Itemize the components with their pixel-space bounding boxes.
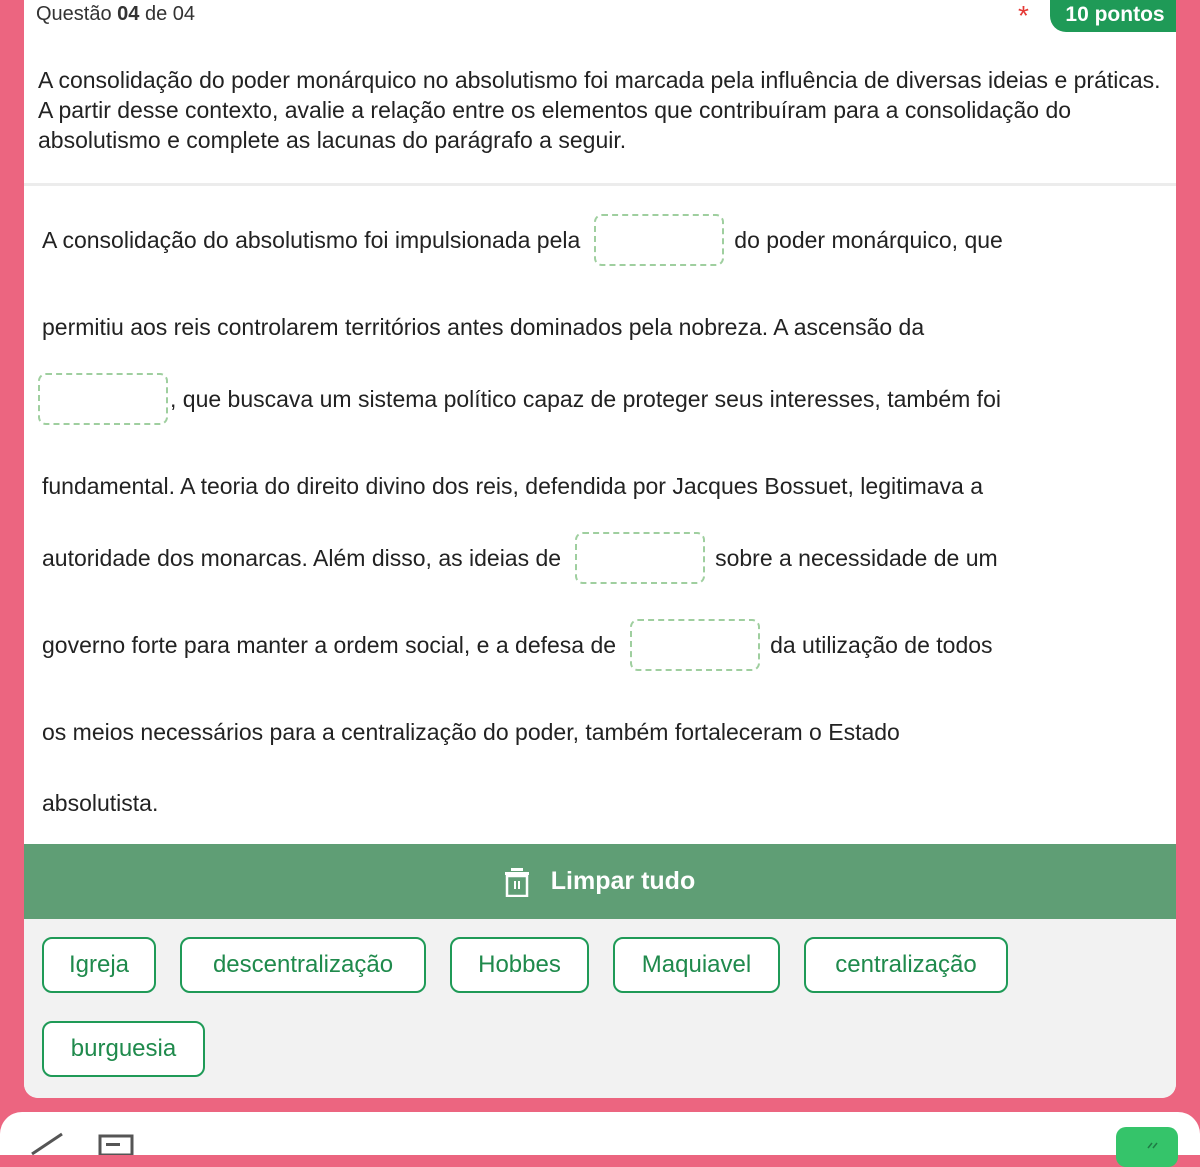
option-descentralizacao[interactable]: descentralização [180,937,426,993]
question-header [24,0,1176,40]
paragraph-line-6: governo forte para manter a ordem social, e a defesa de da utilização de todos [42,615,993,675]
blank-slot-4[interactable] [630,619,760,671]
next-button[interactable] [1116,1127,1178,1167]
trash-icon [505,867,529,897]
blank-slot-3[interactable] [575,532,705,584]
paragraph-line-7: os meios necessários para a centralização do poder, também fortaleceram o Estado [42,718,900,745]
bottom-navigation [0,1112,1200,1155]
required-mark: * [1018,0,1029,31]
paragraph-line-8: absolutista. [42,789,159,816]
paragraph-line-2: permitiu aos reis controlarem territórios antes dominados pela nobreza. A ascensão da [42,313,925,340]
paragraph-line-3: , que buscava um sistema político capaz de proteger seus interesses, também foi [42,369,1001,429]
list-icon[interactable] [98,1134,134,1160]
chevrons-icon [1146,1137,1160,1155]
clear-all-label: Limpar tudo [550,867,696,895]
points-badge: 10 pontos [1050,0,1176,32]
clear-all-button[interactable] [24,844,1176,919]
option-igreja[interactable]: Igreja [42,937,156,993]
question-number: 04 [117,3,140,25]
option-maquiavel[interactable]: Maquiavel [613,937,780,993]
options-bank [24,919,1176,1098]
back-arrow-icon[interactable] [30,1130,64,1160]
blank-slot-2[interactable] [38,373,168,425]
question-counter: Questão 04 de 04 [36,3,196,25]
divider [24,183,1176,186]
paragraph-line-4: fundamental. A teoria do direito divino dos reis, defendida por Jacques Bossuet, legitimava a [42,472,984,499]
question-prompt: A consolidação do poder monárquico no absolutismo foi marcada pela influência de diversas ideias e práticas. A partir desse contexto, avalie a relação entre os elementos que contribuíram para a consolidação do absolutismo e complete as lacunas do parágrafo a seguir. [38,67,1161,153]
blank-slot-1[interactable] [594,214,724,266]
option-hobbes[interactable]: Hobbes [450,937,589,993]
paragraph-line-5: autoridade dos monarcas. Além disso, as ideias de sobre a necessidade de um [42,528,998,588]
question-card [24,0,1176,1098]
option-burguesia[interactable]: burguesia [42,1021,205,1077]
paragraph-line-1: A consolidação do absolutismo foi impulsionada pela do poder monárquico, que [42,210,1003,270]
option-centralizacao[interactable]: centralização [804,937,1008,993]
